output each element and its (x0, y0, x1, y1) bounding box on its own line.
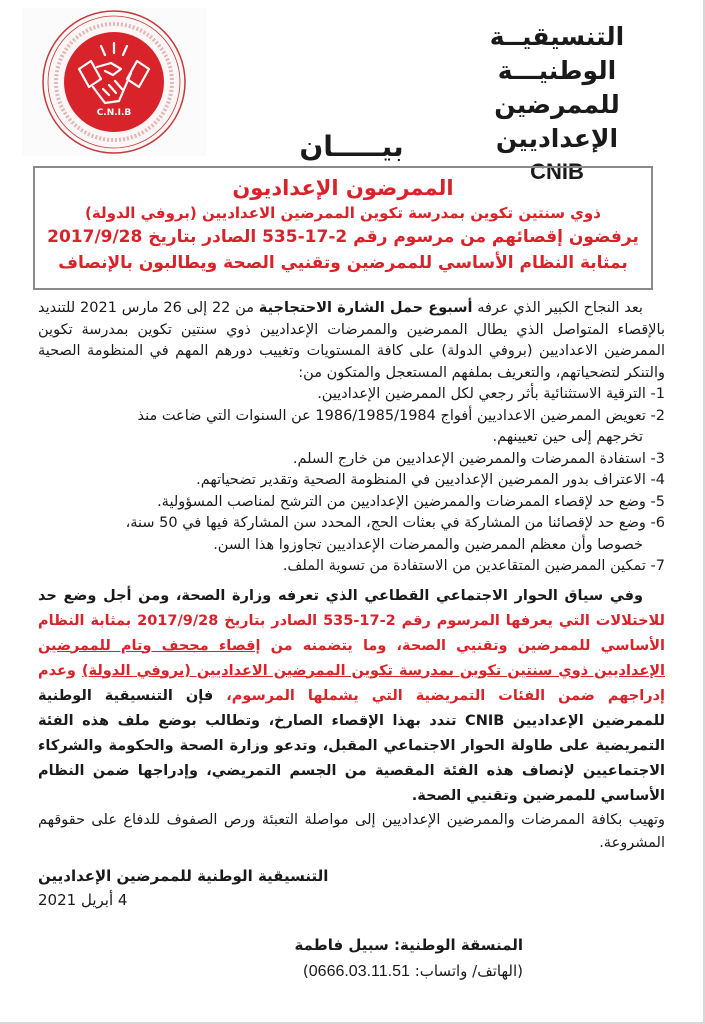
demand-text: الترقية الاستثنائية بأثر رجعي لكل الممرضين الإعداديين. (317, 386, 646, 402)
phone-close-paren: ) (302, 962, 309, 980)
demand-continuation: خصوصا وأن معظم الممرضين والممرضات الإعداديين تجاوزوا هذا السن. (213, 536, 643, 553)
phone-label: (الهاتف/ واتساب: (414, 962, 523, 980)
coordinator-contact (294, 932, 523, 985)
demand-number: 3- (650, 450, 665, 467)
phone-line (294, 958, 523, 985)
signature-org: التنسيقية الوطنية للممرضين الإعداديين (38, 867, 329, 885)
demands-list (38, 384, 665, 578)
demand-number: 1- (650, 386, 665, 402)
intro-paragraph (38, 298, 665, 384)
phone-number: 0666.03.11.51 (308, 963, 410, 980)
demand-text: وضع حد لإقصائنا من المشاركة في بعثات الحج، المحدد سن المشاركة فيها في 50 سنة، (125, 515, 646, 531)
logo-letters: C.N.I.B (96, 108, 132, 118)
demand-continuation: تخرجهم إلى حين تعيينهم. (492, 429, 643, 445)
coordinator-name: سبيل فاطمة (294, 936, 389, 954)
coordinator-line (294, 932, 523, 958)
intro-text: بعد النجاح الكبير الذي عرفه (472, 300, 643, 316)
headline-box (33, 166, 653, 290)
call-to-action-paragraph: وتهيب بكافة الممرضات والممرضين الإعداديين إلى مواصلة التعبئة ورص الصفوف للدفاع على حقوقهم المشروعة. (38, 811, 665, 851)
demand-item (38, 406, 665, 449)
demand-number: 5- (650, 493, 665, 510)
signature-date: 4 أبريل 2021 (38, 891, 128, 909)
demand-number: 2- (650, 407, 665, 424)
position-paragraph (38, 584, 665, 809)
position-text: وفي سياق الحوار الاجتماعي القطاعي الذي تعرفه وزارة الصحة، ومن أجل وضع حد (38, 587, 643, 604)
exclusion-underlined-text: إقصاء مجحف وتام للممرضين الإعداديين ذوي سنتين تكوين بمدرسة تكوين الممرضين الاعداديين (بروفي الدولة) (38, 637, 665, 679)
demand-item (38, 556, 665, 578)
decree-critique-text-end: وعدم إدراجهم ضمن الفئات التمريضية التي يشملها المرسوم، (38, 662, 665, 704)
demand-text: تعويض الممرضين الاعداديين أفواج 1986/1985/1984 عن السنوات التي ضاعت منذ (137, 407, 646, 424)
demand-text: استفادة الممرضات والممرضين الإعداديين من خارج السلم. (292, 450, 646, 467)
intro-text-end: من 22 إلى 26 مارس 2021 للتنديد بالإقصاء المتواصل الذي يطال الممرضين والممرضات الإعداديين ذوي سنتين تكوين بمدرسة تكوين الممرضين الاعداديين (بروفي الدولة) على كافة المستويات وتغييب دورهم المهم في المنظومة الصحية والتنكر لتضحياتهم، والتعريف بملفهم المستعجل والمتكون من: (38, 300, 665, 381)
headline-demand-line: بمثابة النظام الأساسي للممرضين وتقنيي الصحة ويطالبون بالإنصاف (58, 253, 628, 273)
org-name-line2: للممرضين الإعداديين (494, 90, 620, 153)
decree-critique-text: للاختلالات التي يعرفها المرسوم رقم 2-17-535 الصادر بتاريخ 2017/9/28 بمثابة النظام الأساسي للممرضين وتقنيي الصحة، وما يتضمنه من (38, 612, 665, 654)
headline-decree-line: يرفضون إقصائهم من مرسوم رقم 2-17-535 الصادر بتاريخ 2017/9/28 (47, 227, 639, 247)
demand-item (38, 492, 665, 514)
headline-subtitle: ذوي سنتين تكوين بمدرسة تكوين الممرضين الاعداديين (بروفي الدولة) (85, 204, 601, 222)
org-name-line1: التنسيقيــة الوطنيـــة (489, 22, 625, 85)
demand-text: وضع حد لإقصاء الممرضات والممرضين الإعداديين من الترشح لمناصب المسؤولية. (157, 493, 646, 510)
demand-number: 4- (650, 472, 665, 488)
demand-text: تمكين الممرضين المتقاعدين من الاستفادة من تسوية الملف. (282, 558, 646, 574)
demand-item (38, 513, 665, 556)
intro-bold-text: أسبوع حمل الشارة الاحتجاجية (258, 300, 473, 316)
demand-number: 6- (650, 515, 665, 531)
signature-block (38, 864, 328, 912)
document-type-title: بيـــــان (299, 130, 404, 163)
demand-item (38, 384, 665, 406)
demand-number: 7- (650, 558, 665, 574)
demand-text: الاعتراف بدور الممرضين الإعداديين في المنظومة الصحية وتقدير تضحياتهم. (196, 472, 646, 488)
coordinator-label: المنسقة الوطنية: (394, 936, 523, 954)
org-acronym: CNIB (530, 159, 584, 184)
statement-body (38, 298, 665, 855)
demand-item (38, 449, 665, 471)
demand-item (38, 470, 665, 492)
demand-statement-text: فإن التنسيقية الوطنية للممرضين الإعداديين CNIB تندد بهذا الإقصاء الصارخ، وتطالب بوضع ملف هذه الفئة التمريضية على طاولة الحوار الاجتماعي المقبل، وتدعو وزارة الصحة والحكومة والشركاء الاجتماعيين لإنصاف هذه الفئة المقصية من الجسم التمريضي، وإدراجها ضمن النظام الأساسي للممرضين وتقنيي الصحة. (38, 687, 665, 804)
headline-title: الممرضون الإعداديون (232, 176, 454, 200)
